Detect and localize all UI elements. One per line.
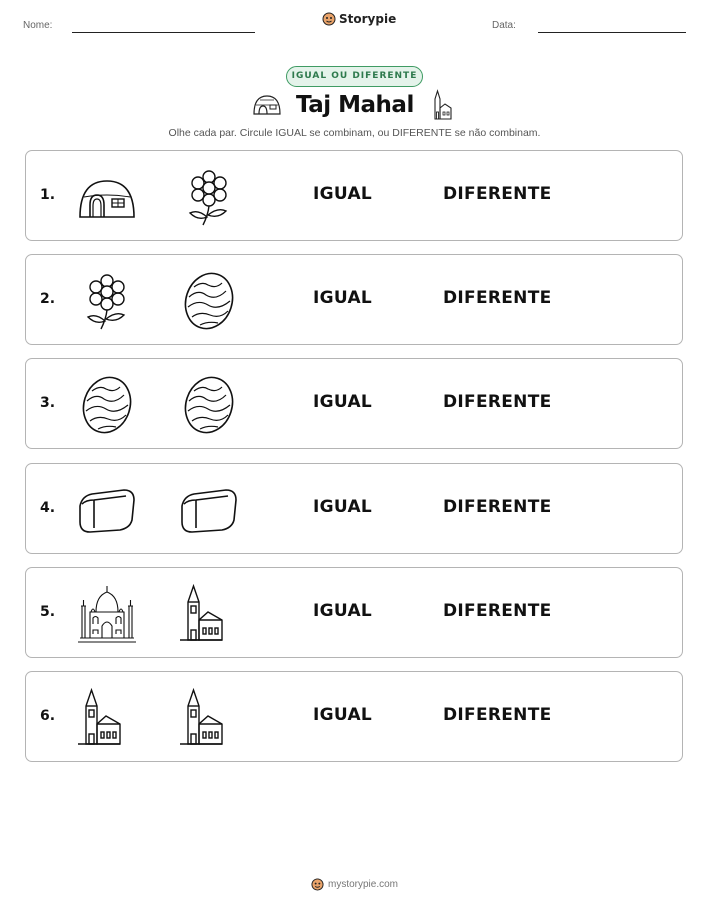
exercise-row: [25, 671, 683, 762]
flower-icon: [76, 271, 138, 331]
different-option[interactable]: DIFERENTE: [443, 184, 552, 204]
date-field[interactable]: [538, 32, 686, 33]
row-number: 4.: [40, 500, 56, 516]
storypie-mascot-icon: [311, 878, 324, 891]
exercise-row: [25, 150, 683, 241]
same-option[interactable]: IGUAL: [313, 601, 373, 621]
church-icon: [178, 584, 240, 644]
different-option[interactable]: DIFERENTE: [443, 497, 552, 517]
row-number: 5.: [40, 604, 56, 620]
ice-block-icon: [76, 480, 138, 540]
flower-icon: [178, 167, 240, 227]
exercise-row: [25, 254, 683, 345]
church-icon: [430, 89, 452, 121]
brand-name: Storypie: [339, 12, 397, 26]
row-number: 2.: [40, 291, 56, 307]
different-option[interactable]: DIFERENTE: [443, 392, 552, 412]
exercise-row: [25, 358, 683, 449]
date-label: Data:: [492, 20, 516, 31]
row-number: 3.: [40, 395, 56, 411]
different-option[interactable]: DIFERENTE: [443, 705, 552, 725]
worksheet-type-badge: IGUAL OU DIFERENTE: [286, 66, 423, 87]
storypie-mascot-icon: [322, 12, 336, 26]
name-label: Nome:: [23, 20, 53, 31]
different-option[interactable]: DIFERENTE: [443, 288, 552, 308]
name-field[interactable]: [72, 32, 255, 33]
rock-icon: [76, 375, 138, 435]
row-number: 6.: [40, 708, 56, 724]
igloo-icon: [252, 94, 282, 116]
rock-icon: [178, 271, 240, 331]
church-icon: [76, 688, 138, 748]
exercise-row: [25, 463, 683, 554]
igloo-icon: [76, 167, 138, 227]
page-title: Taj Mahal: [296, 92, 414, 118]
same-option[interactable]: IGUAL: [313, 392, 373, 412]
same-option[interactable]: IGUAL: [313, 288, 373, 308]
rock-icon: [178, 375, 240, 435]
row-number: 1.: [40, 187, 56, 203]
footer-url[interactable]: mystorypie.com: [327, 879, 398, 890]
same-option[interactable]: IGUAL: [313, 497, 373, 517]
storypie-logo: [322, 12, 396, 26]
footer: [0, 878, 709, 891]
exercise-row: [25, 567, 683, 658]
church-icon: [178, 688, 240, 748]
different-option[interactable]: DIFERENTE: [443, 601, 552, 621]
same-option[interactable]: IGUAL: [313, 184, 373, 204]
ice-block-icon: [178, 480, 240, 540]
same-option[interactable]: IGUAL: [313, 705, 373, 725]
instructions: Olhe cada par. Circule IGUAL se combinam, ou DIFERENTE se não combinam.: [168, 127, 541, 139]
taj-mahal-icon: [76, 584, 138, 644]
